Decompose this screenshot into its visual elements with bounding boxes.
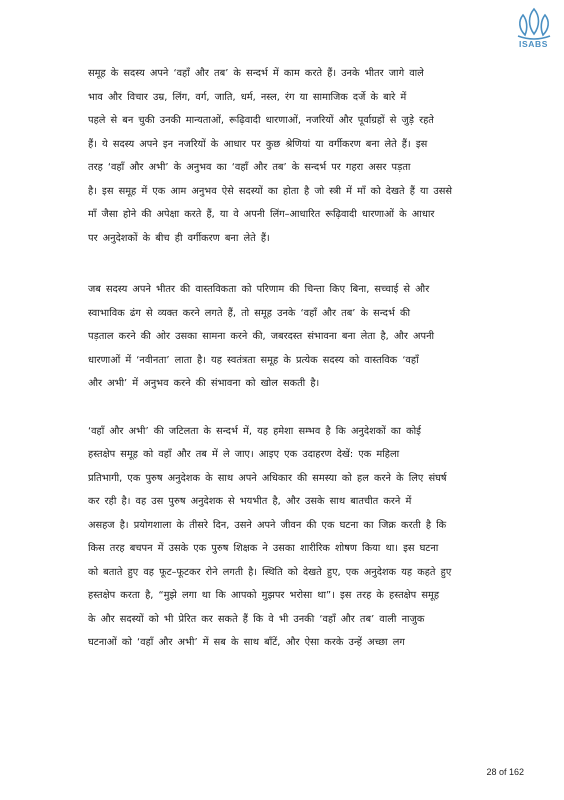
isabs-flame-logo-icon — [512, 6, 556, 42]
text-line: हस्तक्षेप समूह को वहाँ और तब में ले जाए। आइए एक उदाहरण देखें: एक महिला — [88, 449, 400, 460]
text-line: है। इस समूह में एक आम अनुभव ऐसे सदस्यों का होता है जो स्त्री में माँ को देखते हैं या उससे — [88, 185, 452, 197]
paragraph-spacer — [88, 396, 483, 420]
text-line: माँ जैसा होने की अपेक्षा करते हैं, या वे अपनी लिंग–आधारित रूढ़िवादी धारणाओं के आधार — [88, 209, 435, 220]
text-line: धारणाओं में ‘नवीनता’ लाता है। यह स्वतंत्रता समूह के प्रत्येक सदस्य को वास्तविक ‘वहाँ — [88, 354, 419, 366]
text-line: हस्तक्षेप करता है, “मुझे लगा था कि आपको मुझपर भरोसा था”। इस तरह के हस्तक्षेप समूह — [88, 590, 440, 601]
document-body — [88, 62, 483, 655]
page-number: 28 of 162 — [486, 767, 524, 777]
text-line: कर रही है। वह उस पुरुष अनुदेशक से भयभीत है, और उसके साथ बातचीत करने में — [88, 496, 412, 507]
text-line: समूह के सदस्य अपने ‘वहाँ और तब’ के सन्दर्भ में काम करते हैं। उनके भीतर जागे वाले — [88, 68, 424, 79]
text-line: भाव और विचार उम्र, लिंग, वर्ग, जाति, धर्म, नस्ल, रंग या सामाजिक दर्जे के बारे में — [88, 91, 407, 103]
text-line: पड़ताल करने की ओर उसका सामना करने की, जबरदस्त संभावना बना लेता है, और अपनी — [88, 331, 435, 342]
text-line: किस तरह बचपन में उसके एक पुरुष शिक्षक ने उसका शारीरिक शोषण किया था। इस घटना — [88, 543, 439, 554]
text-line: और अभी’ में अनुभव करने की संभावना को खोल सकती है। — [88, 378, 320, 389]
text-line: तरह ‘वहाँ और अभी’ के अनुभव का ‘वहाँ और तब’ के सन्दर्भ पर गहरा असर पड़ता — [88, 162, 411, 173]
text-line: पर अनुदेशकों के बीच ही वर्गीकरण बना लेते हैं। — [88, 232, 270, 244]
text-line: पहले से बन चुकी उनकी मान्यताओं, रूढ़िवादी धारणाओं, नजरियों और पूर्वाग्रहों से जुड़े रहते — [88, 115, 434, 126]
text-line: स्वाभाविक ढंग से व्यक्त करने लगते हैं, तो समूह उनके ‘वहाँ और तब’ के सन्दर्भ की — [88, 307, 411, 319]
text-line: हैं। ये सदस्य अपने इन नजरियों के आधार पर कुछ श्रेणियां या वर्गीकरण बना लेते हैं। इस — [88, 138, 428, 150]
text-line: घटनाओं को ‘वहाँ और अभी’ में सब के साथ बाँटें, और ऐसा करके उन्हें अच्छा लग — [88, 637, 405, 648]
text-line: असहज है। प्रयोगशाला के तीसरे दिन, उसने अपने जीवन की एक घटना का जिक्र करती है कि — [88, 519, 447, 531]
paragraph-3 — [88, 420, 483, 655]
text-line: के और सदस्यों को भी प्रेरित कर सकते हैं कि वे भी उनकी ‘वहाँ और तब’ वाली नाजुक — [88, 613, 425, 625]
text-line: को बताते हुए वह फूट–फूटकर रोने लगती है। स्थिति को देखते हुए, एक अनुदेशक यह कहते हुए — [88, 566, 452, 578]
text-line: प्रतिभागी, एक पुरुष अनुदेशक के साथ अपने अधिकार की समस्या को हल करने के लिए संघर्ष — [88, 472, 447, 484]
paragraph-1 — [88, 62, 483, 250]
paragraph-spacer — [88, 250, 483, 278]
paragraph-2 — [88, 278, 483, 396]
logo-text: ISABS — [519, 39, 548, 49]
text-line: ‘वहाँ और अभी’ की जटिलता के सन्दर्भ में, यह हमेशा सम्भव है कि अनुदेशकों का कोई — [88, 425, 421, 437]
text-line: जब सदस्य अपने भीतर की वास्तविकता को परिणाम की चिन्ता किए बिना, सच्चाई से और — [88, 284, 430, 295]
